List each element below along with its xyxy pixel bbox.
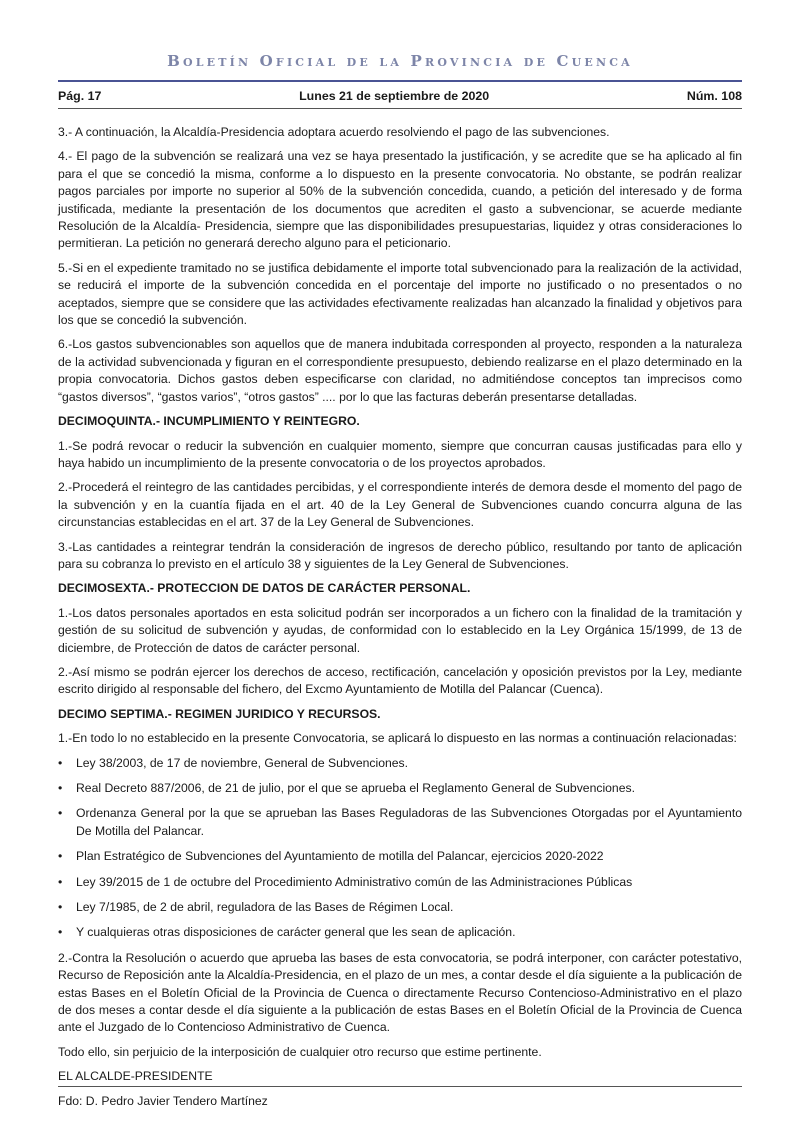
paragraph: 2.-Contra la Resolución o acuerdo que aprueba las bases de esta convocatoria, se podrá interponer, con carácter potestativo, Recurso de Reposición ante la Alcaldía-Presidencia, en el plazo de un mes, a contar desde el día siguiente a la publicación de estas Bases en el Boletín Oficial de la Provincia de Cuenca o directamente Recurso Contencioso-Administrativo en el plazo de dos meses a contar desde el día siguiente a la publicación de estas Bases en el Boletín Oficial de la Provincia de Cuenca ante el Juzgado de lo Contencioso Administrativo de Cuenca. xyxy=(58,950,742,1035)
paragraph: 1.-Los datos personales aportados en esta solicitud podrán ser incorporados a un fichero con la finalidad de la tramitación y gestión de su solicitud de subvención y ayudas, de conformidad con lo establecido en la Ley Orgánica 15/1999, de 13 de diciembre, de Protección de datos de carácter personal. xyxy=(58,605,742,655)
list-item xyxy=(58,780,742,797)
regulations-list xyxy=(58,755,742,942)
masthead-divider xyxy=(58,80,742,82)
list-item-text: Real Decreto 887/2006, de 21 de julio, por el que se aprueba el Reglamento General de Subvenciones. xyxy=(76,781,635,795)
bullet-mark: • xyxy=(58,781,63,795)
bullet-mark: • xyxy=(58,900,63,915)
issue-number: Núm. 108 xyxy=(686,89,742,103)
list-item xyxy=(58,899,742,916)
list-item-text: Ley 39/2015 de 1 de octubre del Procedimiento Administrativo común de las Administraciones Públicas xyxy=(76,874,633,889)
section-heading: DECIMO SEPTIMA.- REGIMEN JURIDICO Y RECURSOS. xyxy=(58,706,381,721)
bullet-mark: • xyxy=(58,806,63,821)
paragraph: 5.-Si en el expediente tramitado no se justifica debidamente el importe total subvencionado para la realización de la actividad, se reducirá el importe de la subvención concedida en el porcentaje del importe no justificado o no presentados o no aceptados, siempre que se considere que las actividades efectivamente realizadas han alcanzado la finalidad y objetivos para los que se concedió la subvención. xyxy=(58,260,742,328)
paragraph: 1.-Se podrá revocar o reducir la subvención en cualquier momento, siempre que concurran causas justificadas para ello y haya habido un incumplimiento de la presente convocatoria o de los proyectos aprobados. xyxy=(58,438,742,470)
list-item-text: Ordenanza General por la que se aprueban las Bases Reguladoras de las Subvenciones Otorgadas por el Ayuntamiento De Motilla del Palancar. xyxy=(76,806,742,838)
bullet-mark: • xyxy=(58,925,63,940)
signatory-title: EL ALCALDE-PRESIDENTE xyxy=(58,1069,213,1084)
paragraph: 2.-Así mismo se podrán ejercer los derechos de acceso, rectificación, cancelación y oposición previstos por la Ley, mediante escrito dirigido al responsable del fichero, del Excmo Ayuntamiento de Motilla del Palancar (Cuenca). xyxy=(58,664,742,697)
paragraph: 3.- A continuación, la Alcaldía-Presidencia adoptara acuerdo resolviendo el pago de las subvenciones. xyxy=(58,125,610,139)
bullet-mark: • xyxy=(58,874,63,889)
paragraph: 4.- El pago de la subvención se realizará una vez se haya presentado la justificación, y se acredite que se ha aplicado al fin para el que se concedió la misma, conforme a lo dispuesto en la presente convocatoria. No obstante, se podrán realizar pagos parciales por importe no superior al 50% de la subvención concedida, cuando, a petición del interesado y de forma justificada, mediante la presentación de los documentos que acrediten el gasto a subvencionar, se acuerde mediante Resolución de la Alcaldía- Presidencia, siempre que las disponibilidades presupuestarias, liquidez y otras consideraciones lo permitieran. La petición no generará derecho alguno para el peticionario. xyxy=(58,149,742,251)
section-heading: DECIMOQUINTA.- INCUMPLIMIENTO Y REINTEGRO. xyxy=(58,414,360,429)
paragraph: 1.-En todo lo no establecido en la presente Convocatoria, se aplicará lo dispuesto en las normas a continuación relacionadas: xyxy=(58,731,737,746)
section-heading: DECIMOSEXTA.- PROTECCION DE DATOS DE CARÁCTER PERSONAL. xyxy=(58,581,471,596)
list-item xyxy=(58,874,742,891)
page-header xyxy=(58,89,742,103)
paragraph: Todo ello, sin perjuicio de la interposición de cualquier otro recurso que estime pertinente. xyxy=(58,1044,542,1059)
list-item xyxy=(58,805,742,840)
header-divider xyxy=(58,108,742,109)
bullet-mark: • xyxy=(58,849,63,864)
footer-divider xyxy=(58,1086,742,1087)
bullet-mark: • xyxy=(58,755,63,770)
list-item xyxy=(58,848,742,865)
list-item-text: Y cualquieras otras disposiciones de carácter general que les sean de aplicación. xyxy=(76,925,516,940)
signature-line: Fdo: D. Pedro Javier Tendero Martínez xyxy=(58,1093,268,1108)
masthead-title: Boletín Oficial de la Provincia de Cuenca xyxy=(167,52,633,70)
paragraph: 6.-Los gastos subvencionables son aquellos que de manera indubitada corresponden al proyecto, responden a la naturaleza de la actividad subvencionada y figuran en el correspondiente presupuesto, debiendo realizarse en el plazo determinado en la propia convocatoria. Dichos gastos deben especificarse con claridad, no admitiéndose conceptos tan imprecisos como “gastos diversos”, “gastos varios”, “otros gastos” .... por lo que las facturas deberán presentarse detalladas. xyxy=(58,337,742,404)
paragraph: 3.-Las cantidades a reintegrar tendrán la consideración de ingresos de derecho público, resultando por tanto de aplicación para su cobranza lo previsto en el artículo 38 y siguientes de la Ley General de Subvenciones. xyxy=(58,539,742,571)
page-number: Pág. 17 xyxy=(58,89,102,103)
publication-date: Lunes 21 de septiembre de 2020 xyxy=(299,89,490,103)
paragraph: 2.-Procederá el reintegro de las cantidades percibidas, y el correspondiente interés de demora desde el momento del pago de la subvención y en la cuantía fijada en el art. 40 de la Ley General de Subvenciones cuando concurra alguna de las circunstancias establecidas en el art. 37 de la Ley General de Subvenciones. xyxy=(58,480,742,530)
list-item-text: Plan Estratégico de Subvenciones del Ayuntamiento de motilla del Palancar, ejercicios 2020-2022 xyxy=(76,849,604,864)
list-item xyxy=(58,924,742,941)
document-body xyxy=(58,124,742,1117)
list-item-text: Ley 38/2003, de 17 de noviembre, General de Subvenciones. xyxy=(76,755,409,770)
list-item-text: Ley 7/1985, de 2 de abril, reguladora de las Bases de Régimen Local. xyxy=(76,900,454,915)
bulletin-masthead xyxy=(58,52,742,70)
list-item xyxy=(58,755,742,772)
